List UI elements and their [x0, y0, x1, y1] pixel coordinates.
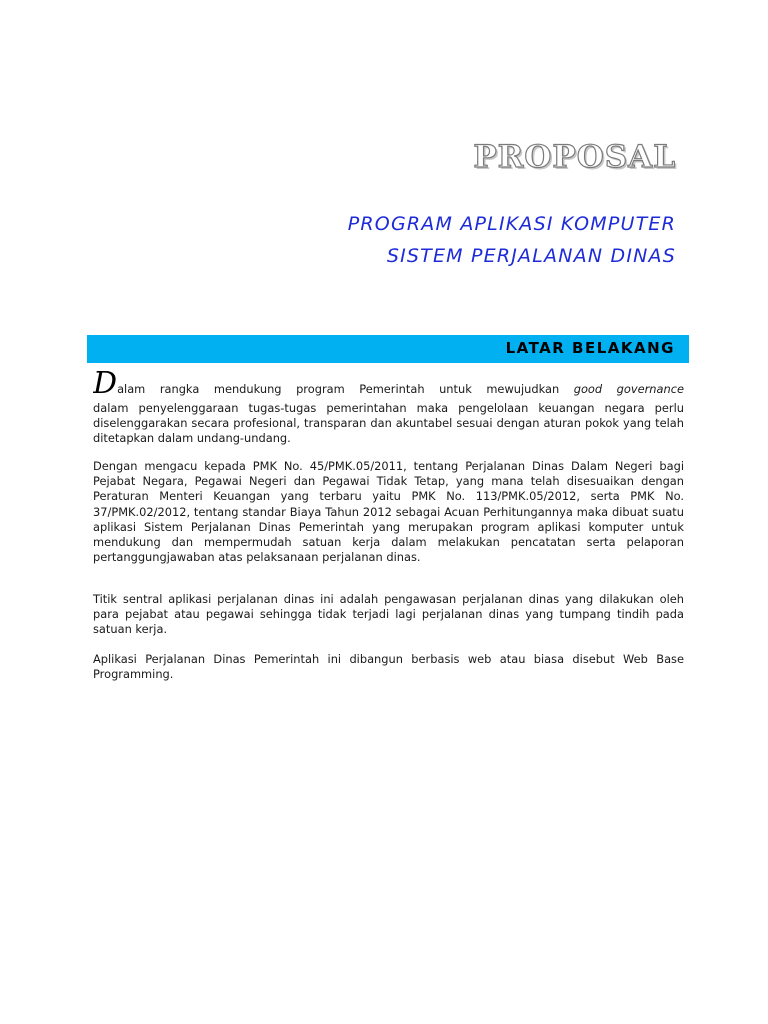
paragraph-intro	[93, 370, 684, 447]
paragraph-intro-body: dalam penyelenggaraan tugas-tugas pemerintahan maka pengelolaan keuangan negara perlu diselenggarakan secara profesional, transparan dan akuntabel sesuai dengan aturan pokok yang telah ditetapkan dalam undang-undang.	[93, 401, 684, 446]
paragraph-focus: Titik sentral aplikasi perjalanan dinas ini adalah pengawasan perjalanan dinas yang dilakukan oleh para pejabat atau pegawai sehingga tidak terjadi lagi perjalanan dinas yang tumpang tindih pada satuan kerja.	[93, 592, 684, 637]
paragraph-intro-lead: alam rangka mendukung program Pemerintah untuk mewujudkan	[117, 382, 574, 396]
section-heading: LATAR BELAKANG	[505, 339, 675, 357]
paragraph-regulations: Dengan mengacu kepada PMK No. 45/PMK.05/2011, tentang Perjalanan Dinas Dalam Negeri bagi Pejabat Negara, Pegawai Negeri dan Pegawai Tidak Tetap, yang mana telah disesuaikan dengan Peraturan Menteri Keuangan yang terbaru yaitu PMK No. 113/PMK.05/2012, serta PMK No. 37/PMK.02/2012, tentang standar Biaya Tahun 2012 sebagai Acuan Perhitungannya maka dibuat suatu aplikasi Sistem Perjalanan Dinas Pemerintah yang merupakan program aplikasi komputer untuk mendukung dan mempermudah satuan kerja dalam melakukan pencatatan serta pelaporan pertanggungjawaban atas pelaksanaan perjalanan dinas.	[93, 459, 684, 565]
drop-cap: D	[93, 370, 118, 397]
document-title: PROPOSAL	[473, 139, 676, 175]
paragraph-platform: Aplikasi Perjalanan Dinas Pemerintah ini dibangun berbasis web atau biasa disebut Web Base Programming.	[93, 652, 684, 682]
document-subtitle-line-1: PROGRAM APLIKASI KOMPUTER	[347, 213, 676, 235]
section-header-bar	[87, 335, 689, 363]
document-subtitle-line-2: SISTEM PERJALANAN DINAS	[386, 245, 676, 267]
paragraph-intro-first-line	[93, 370, 684, 397]
paragraph-intro-emphasis: good governance	[573, 382, 684, 396]
